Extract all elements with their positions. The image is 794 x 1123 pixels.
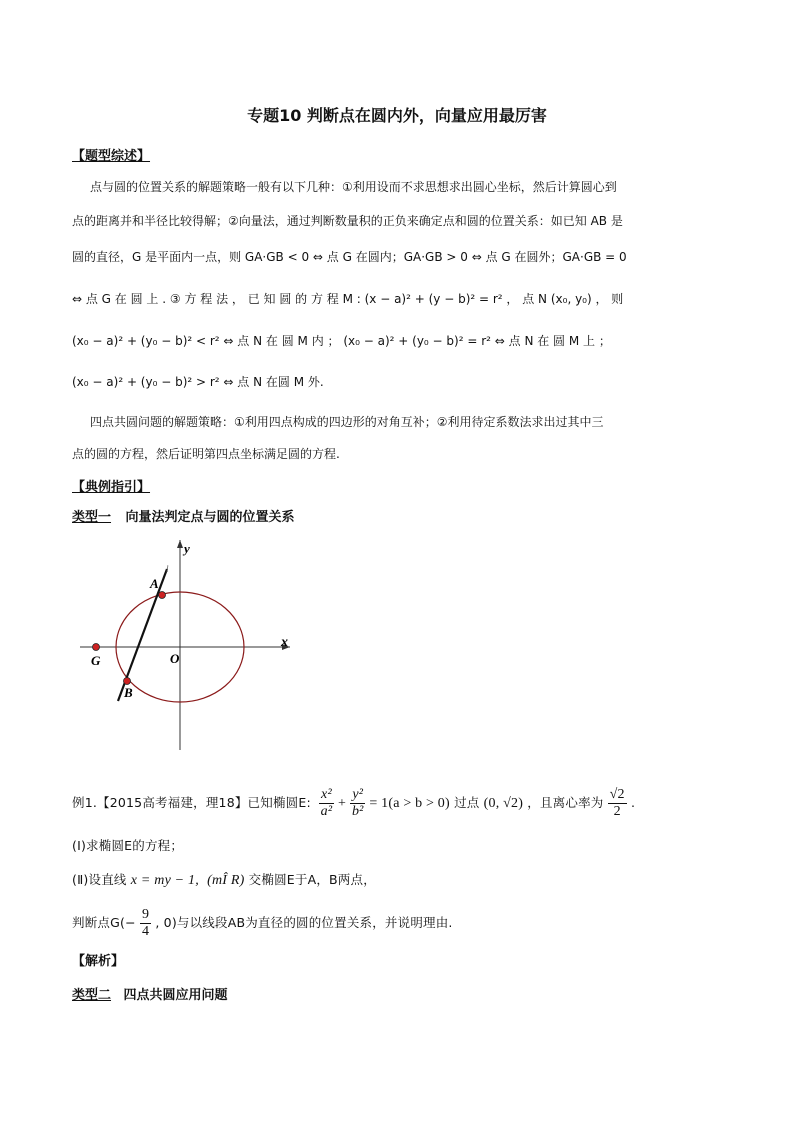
overview-line-6: (x₀ − a)² + (y₀ − b)² > r² ⇔ 点 N 在圆 M 外. [72, 375, 324, 389]
point-g-dot [93, 644, 100, 651]
x-axis-label: x [281, 635, 288, 650]
example1-mid2: ，且离心率为 [527, 795, 604, 810]
example1-prefix: 例1.【2015高考福建，理18】已知椭圆E: [72, 795, 311, 810]
q2-condition: (mÎ R) [207, 873, 245, 888]
eccentricity-frac [608, 787, 627, 820]
ellipse-num-y: y² [352, 787, 364, 802]
example1-point: (0, √2) [483, 796, 524, 811]
q3-text-b: , 0)与以线段AB为直径的圆的位置关系，并说明理由. [155, 915, 453, 930]
example1-end: . [630, 795, 636, 810]
analysis-heading: 【解析】 [72, 954, 125, 969]
q3-den: 4 [141, 924, 150, 939]
y-axis-label: y [184, 541, 190, 556]
ellipse-den-y: b² [351, 804, 364, 819]
line-l-label: l [166, 564, 169, 574]
overview-heading: 【题型综述】 [72, 149, 151, 164]
ellipse-frac-x [319, 787, 334, 820]
ecc-num: √2 [609, 787, 625, 802]
overview-line-1: 点与圆的位置关系的解题策略一般有以下几种：①利用设而不求思想求出圆心坐标，然后计算圆心到 [90, 180, 617, 194]
example1-mid: 过点 [454, 795, 480, 810]
type2-heading [72, 984, 228, 1003]
ellipse-figure [70, 535, 310, 755]
overview-p2-line-2: 点的圆的方程，然后证明第四点坐标满足圆的方程. [72, 447, 340, 461]
ecc-den: 2 [613, 804, 621, 819]
q2-equation: x = my − 1, [130, 873, 199, 888]
overview-p2-line-1: 四点共圆问题的解题策略：①利用四点构成的四边形的对角互补；②利用待定系数法求出过其中三 [90, 415, 604, 429]
overview-line-4: ⇔ 点 G 在 圆 上 . ③ 方 程 法 ， 已 知 圆 的 方 程 M : (x − a)² + (y − b)² = r² ， 点 N (x₀, y₀) ， 则 [72, 292, 624, 306]
ellipse-rest: = 1(a > b > 0) [369, 796, 450, 811]
page-title: 专题10 判断点在圆内外，向量应用最厉害 [247, 106, 547, 125]
examples-heading: 【典例指引】 [72, 480, 151, 495]
point-a-label: A [150, 576, 159, 591]
overview-line-5: (x₀ − a)² + (y₀ − b)² < r² ⇔ 点 N 在 圆 M 内 ； (x₀ − a)² + (y₀ − b)² = r² ⇔ 点 N 在 圆 M 上 ； [72, 334, 611, 348]
example1-q3 [72, 907, 453, 940]
ellipse-num-x: x² [321, 787, 332, 802]
ellipse-frac-y [350, 787, 365, 820]
point-a-dot [159, 592, 166, 599]
q2-text-a: (Ⅱ)设直线 [72, 872, 127, 887]
q3-frac [140, 907, 151, 940]
type1-title: 向量法判定点与圆的位置关系 [125, 510, 295, 525]
example1-line: 例1.【2015高考福建，理18】已知椭圆E: $\frac{\text{x²}}{\text{a²}}$ + $\frac{\text{y²}}{\text{b²}}$ = 1(a > b > 0) 过点 (0, √2) ，且离心率为 $\frac{√2}{2}$ . [72, 787, 636, 819]
example1-q1: (Ⅰ)求椭圆E的方程； [72, 838, 184, 853]
overview-line-2: 点的距离并和半径比较得解；②向量法，通过判断数量积的正负来确定点和圆的位置关系：如已知 AB 是 [72, 214, 623, 228]
origin-label: O [170, 651, 180, 666]
point-b-dot [124, 678, 131, 685]
type1-heading [72, 506, 295, 525]
point-b-label: B [124, 685, 133, 700]
ellipse-den-x: a² [320, 804, 333, 819]
overview-line-3: 圆的直径，G 是平面内一点，则 GA·GB < 0 ⇔ 点 G 在圆内；GA·GB > 0 ⇔ 点 G 在圆外；GA·GB = 0 [72, 250, 627, 264]
type2-title: 四点共圆应用问题 [123, 988, 228, 1003]
q3-num: 9 [141, 907, 150, 922]
y-axis-arrow [177, 540, 183, 548]
point-g-label: G [91, 653, 101, 668]
example1-q2 [72, 870, 376, 889]
type1-label: 类型一 [72, 510, 112, 525]
q3-text-a: 判断点G(− [72, 915, 136, 930]
q2-text-b: 交椭圆E于A，B两点， [248, 872, 376, 887]
type2-label: 类型二 [72, 988, 112, 1003]
